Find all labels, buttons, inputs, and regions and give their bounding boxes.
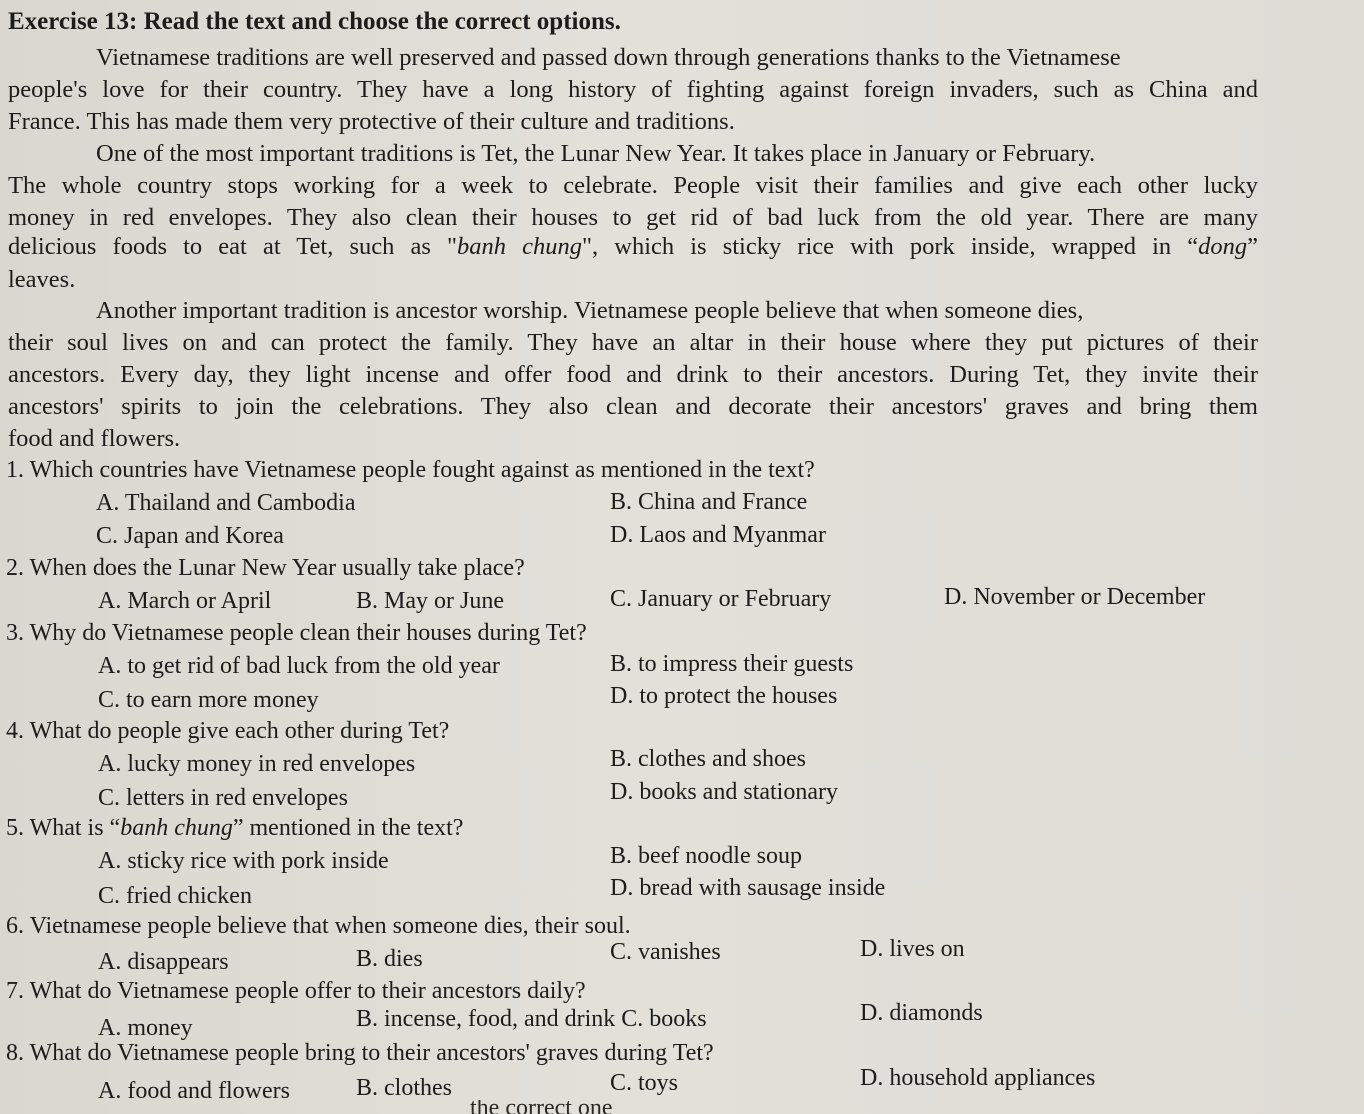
option-1b[interactable]: B. China and France: [610, 489, 808, 515]
option-8b[interactable]: B. clothes: [356, 1075, 452, 1101]
passage-line: delicious foods to eat at Tet, such as "banh chung", which is sticky rice with pork inside, wrapped in “dong”: [8, 233, 1258, 260]
passage-line: France. This has made them very protective of their culture and traditions.: [8, 108, 735, 135]
passage-line: leaves.: [8, 266, 76, 293]
passage-line: The whole country stops working for a week to celebrate. People visit their families and give each other lucky: [8, 172, 1258, 199]
passage-line: ancestors' spirits to join the celebrations. They also clean and decorate their ancestors' graves and bring them: [8, 393, 1258, 420]
question-7: 7. What do Vietnamese people offer to their ancestors daily?: [6, 978, 586, 1004]
cutoff-text: the correct one: [470, 1100, 613, 1114]
option-1c[interactable]: C. Japan and Korea: [96, 523, 284, 549]
option-3d[interactable]: D. to protect the houses: [610, 683, 838, 709]
passage-line: Another important tradition is ancestor worship. Vietnamese people believe that when someone dies,: [96, 297, 1084, 324]
term-banh-chung: banh chung: [120, 815, 233, 841]
option-5d[interactable]: D. bread with sausage inside: [610, 875, 886, 901]
option-2a[interactable]: A. March or April: [98, 588, 272, 614]
option-3b[interactable]: B. to impress their guests: [610, 651, 854, 677]
passage-line: ancestors. Every day, they light incense and offer food and drink to their ancestors. During Tet, they invite their: [8, 361, 1258, 388]
option-3c[interactable]: C. to earn more money: [98, 687, 319, 713]
option-7b[interactable]: B. incense, food, and drink C. books: [356, 1006, 707, 1032]
term-banh-chung: banh chung: [457, 233, 583, 260]
question-1: 1. Which countries have Vietnamese people fought against as mentioned in the text?: [6, 457, 815, 483]
option-6d[interactable]: D. lives on: [860, 936, 965, 962]
option-3a[interactable]: A. to get rid of bad luck from the old year: [98, 653, 500, 679]
term-dong: dong: [1198, 233, 1248, 260]
option-1d[interactable]: D. Laos and Myanmar: [610, 522, 826, 548]
option-8a[interactable]: A. food and flowers: [98, 1078, 290, 1104]
question-5: 5. What is “banh chung” mentioned in the text?: [6, 815, 464, 841]
option-1a[interactable]: A. Thailand and Cambodia: [96, 490, 356, 516]
option-6a[interactable]: A. disappears: [98, 949, 229, 975]
question-2: 2. When does the Lunar New Year usually take place?: [6, 555, 525, 581]
option-5b[interactable]: B. beef noodle soup: [610, 843, 802, 869]
option-5c[interactable]: C. fried chicken: [98, 883, 252, 909]
question-3: 3. Why do Vietnamese people clean their houses during Tet?: [6, 620, 587, 646]
option-2c[interactable]: C. January or February: [610, 586, 832, 612]
question-4: 4. What do people give each other during Tet?: [6, 718, 450, 744]
question-8: 8. What do Vietnamese people bring to their ancestors' graves during Tet?: [6, 1040, 714, 1066]
option-7a[interactable]: A. money: [98, 1015, 193, 1041]
option-4d[interactable]: D. books and stationary: [610, 779, 838, 805]
option-4a[interactable]: A. lucky money in red envelopes: [98, 751, 416, 777]
option-5a[interactable]: A. sticky rice with pork inside: [98, 848, 389, 874]
exercise-title: Exercise 13: Read the text and choose the correct options.: [8, 8, 621, 35]
passage-line: their soul lives on and can protect the family. They have an altar in their house where they put pictures of their: [8, 329, 1258, 356]
option-6b[interactable]: B. dies: [356, 946, 423, 972]
option-2d[interactable]: D. November or December: [944, 584, 1206, 610]
option-2b[interactable]: B. May or June: [356, 588, 504, 614]
passage-line: One of the most important traditions is Tet, the Lunar New Year. It takes place in January or February.: [96, 140, 1096, 167]
passage-line: money in red envelopes. They also clean their houses to get rid of bad luck from the old year. There are many: [8, 204, 1258, 231]
passage-line: Vietnamese traditions are well preserved and passed down through generations thanks to the Vietnamese: [96, 44, 1121, 71]
option-6c[interactable]: C. vanishes: [610, 939, 721, 965]
option-8d[interactable]: D. household appliances: [860, 1065, 1096, 1091]
option-7d[interactable]: D. diamonds: [860, 1000, 983, 1026]
passage-line: people's love for their country. They have a long history of fighting against foreign invaders, such as China and: [8, 76, 1258, 103]
option-8c[interactable]: C. toys: [610, 1070, 679, 1096]
passage-line: food and flowers.: [8, 425, 181, 452]
option-4b[interactable]: B. clothes and shoes: [610, 746, 806, 772]
option-4c[interactable]: C. letters in red envelopes: [98, 785, 348, 811]
question-6: 6. Vietnamese people believe that when someone dies, their soul.: [6, 913, 631, 939]
